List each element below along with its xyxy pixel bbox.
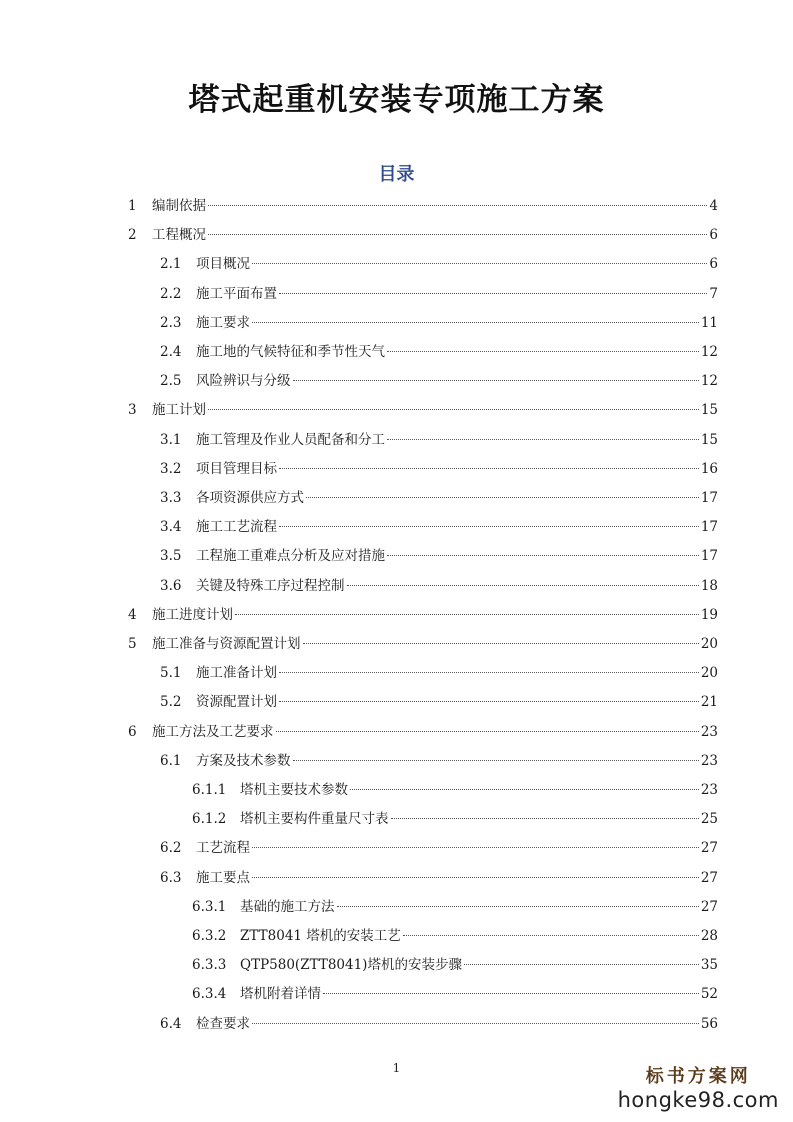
toc-entry[interactable]: [160, 313, 718, 333]
toc-entry-page: 25: [700, 811, 718, 828]
toc-dot-leader: [347, 584, 699, 586]
toc-entry-title: 施工工艺流程: [196, 519, 277, 536]
toc-entry-page: 56: [700, 1015, 718, 1032]
toc-entry-page: 16: [700, 460, 718, 477]
toc-entry[interactable]: [160, 342, 718, 362]
toc-dot-leader: [208, 408, 699, 410]
toc-entry-page: 19: [700, 606, 718, 623]
toc-entry-title: 施工要求: [196, 314, 250, 331]
toc-dot-leader: [293, 379, 699, 381]
toc-entry-page: 17: [700, 548, 718, 565]
toc-entry-page: 12: [700, 373, 718, 390]
toc-entry-number: 5: [128, 636, 137, 652]
toc-entry[interactable]: [192, 955, 718, 975]
watermark: [618, 1062, 779, 1112]
toc-dot-leader: [208, 204, 707, 206]
toc-entry-number: 6.3.2: [192, 928, 227, 944]
toc-entry-page: 52: [700, 986, 718, 1003]
toc-entry[interactable]: [160, 546, 718, 566]
toc-entry[interactable]: [128, 605, 718, 625]
toc-entry-number: 5.2: [160, 694, 182, 711]
toc-entry-page: 17: [700, 490, 718, 506]
toc-entry-page: 11: [700, 314, 718, 331]
toc-dot-leader: [403, 934, 699, 936]
toc-entry-title: 施工管理及作业人员配备和分工: [196, 431, 385, 448]
toc-entry-number: 6.1.1: [192, 782, 227, 798]
toc-entry-number: 6.3.4: [192, 986, 227, 1003]
toc-entry[interactable]: [192, 897, 718, 917]
toc-entry[interactable]: [160, 254, 718, 274]
toc-entry-page: 23: [700, 782, 718, 798]
toc-entry-number: 2.2: [160, 285, 182, 302]
toc-entry-title: 施工准备与资源配置计划: [152, 636, 301, 652]
toc-entry[interactable]: [160, 1014, 718, 1034]
toc-entry-number: 3.1: [160, 431, 182, 448]
toc-entry-title: 施工平面布置: [196, 285, 277, 302]
toc-dot-leader: [252, 876, 699, 878]
toc-entry-title: 资源配置计划: [196, 694, 277, 711]
toc-entry[interactable]: [128, 400, 718, 420]
toc-dot-leader: [279, 700, 699, 702]
toc-dot-leader: [323, 992, 699, 994]
toc-entry[interactable]: [128, 225, 718, 245]
toc-entry-page: 4: [709, 198, 718, 214]
toc-entry-title: 风险辨识与分级: [196, 373, 291, 390]
toc-entry-page: 20: [700, 665, 718, 682]
toc-entry[interactable]: [160, 430, 718, 450]
toc-entry-title: 方案及技术参数: [196, 752, 291, 769]
toc-entry-page: 6: [709, 256, 718, 273]
toc-dot-leader: [337, 905, 699, 907]
toc-dot-leader: [279, 292, 707, 294]
toc-entry-page: 17: [700, 519, 718, 536]
toc-entry[interactable]: [160, 838, 718, 858]
toc-entry-title: 施工要点: [196, 869, 250, 886]
toc-entry-title: 施工地的气候特征和季节性天气: [196, 344, 385, 360]
toc-entry[interactable]: [160, 517, 718, 537]
toc-entry[interactable]: [128, 722, 718, 742]
toc-entry-title: 工程概况: [152, 227, 206, 244]
toc-dot-leader: [279, 467, 699, 469]
toc-entry-number: 2.1: [160, 256, 182, 273]
toc-entry-page: 35: [700, 957, 718, 974]
toc-entry-page: 20: [700, 636, 718, 652]
toc-entry[interactable]: [160, 459, 718, 479]
toc-entry-number: 3.5: [160, 548, 182, 565]
toc-heading: 目录: [378, 164, 415, 185]
toc-dot-leader: [387, 438, 699, 440]
toc-entry-page: 21: [700, 694, 718, 711]
toc-entry-number: 3.6: [160, 577, 182, 594]
toc-dot-leader: [279, 671, 699, 673]
toc-dot-leader: [252, 321, 699, 323]
toc-dot-leader: [387, 350, 699, 352]
toc-entry-number: 2: [128, 227, 137, 244]
toc-entry[interactable]: [192, 809, 718, 829]
toc-entry-title: 塔机附着详情: [240, 986, 321, 1003]
toc-entry-title: QTP580(ZTT8041)塔机的安装步骤: [240, 957, 462, 974]
toc-dot-leader: [350, 788, 699, 790]
toc-entry[interactable]: [192, 926, 718, 946]
toc-dot-leader: [208, 233, 707, 235]
toc-entry-title: 各项资源供应方式: [196, 490, 304, 506]
toc-entry-number: 1: [128, 198, 137, 214]
toc-entry-number: 6.3: [160, 869, 182, 886]
toc-entry-number: 3.3: [160, 490, 182, 506]
toc-entry-page: 7: [709, 285, 718, 302]
toc-entry[interactable]: [128, 634, 718, 654]
toc-entry-number: 3.2: [160, 460, 182, 477]
toc-entry[interactable]: [128, 196, 718, 216]
toc-dot-leader: [293, 759, 699, 761]
toc-entry-title: 项目概况: [196, 256, 250, 273]
toc-entry-page: 15: [700, 431, 718, 448]
toc-entry-title: 工艺流程: [196, 840, 250, 857]
toc-entry-title: 塔机主要技术参数: [240, 782, 348, 798]
watermark-url: hongke98.com: [617, 1088, 779, 1112]
toc-dot-leader: [235, 613, 699, 615]
toc-dot-leader: [252, 1022, 699, 1024]
document-title: 塔式起重机安装专项施工方案: [188, 82, 605, 118]
toc-entry-title: 施工方法及工艺要求: [152, 723, 274, 740]
toc-entry[interactable]: [160, 692, 718, 712]
toc-entry[interactable]: [160, 751, 718, 771]
toc-entry[interactable]: [160, 663, 718, 683]
toc-entry[interactable]: [192, 780, 718, 800]
toc-entry[interactable]: [192, 984, 718, 1004]
toc-entry-page: 18: [700, 577, 718, 594]
toc-entry-page: 27: [700, 840, 718, 857]
toc-entry-title: ZTT8041 塔机的安装工艺: [240, 928, 401, 944]
toc-entry-number: 3: [128, 402, 137, 419]
toc-entry-title: 施工进度计划: [152, 606, 233, 623]
toc-dot-leader: [252, 262, 707, 264]
toc-entry-title: 关键及特殊工序过程控制: [196, 577, 345, 594]
toc-entry-number: 2.3: [160, 314, 182, 331]
toc-dot-leader: [391, 817, 699, 819]
toc-entry[interactable]: [160, 284, 718, 304]
toc-entry-number: 6: [128, 723, 137, 740]
toc-entry-page: 15: [700, 402, 718, 419]
toc-entry-title: 编制依据: [152, 198, 206, 214]
toc-entry-number: 4: [128, 606, 137, 623]
toc-entry[interactable]: [160, 488, 718, 508]
toc-entry-page: 12: [700, 344, 718, 360]
toc-entry-title: 基础的施工方法: [240, 898, 335, 915]
toc-entry-number: 6.3.3: [192, 957, 227, 974]
page-number: 1: [392, 1061, 401, 1075]
toc-entry-title: 施工准备计划: [196, 665, 277, 682]
toc-entry[interactable]: [160, 371, 718, 391]
toc-entry-number: 6.4: [160, 1015, 182, 1032]
toc-entry-title: 工程施工重难点分析及应对措施: [196, 548, 385, 565]
toc-dot-leader: [303, 642, 699, 644]
toc-dot-leader: [387, 554, 699, 556]
toc-dot-leader: [252, 846, 699, 848]
toc-entry-title: 检查要求: [196, 1015, 250, 1032]
toc-entry[interactable]: [160, 868, 718, 888]
toc-entry-number: 6.1.2: [192, 811, 227, 828]
toc-entry-page: 6: [709, 227, 718, 244]
toc-entry-title: 施工计划: [152, 402, 206, 419]
toc-entry-number: 2.5: [160, 373, 182, 390]
toc-entry-number: 6.3.1: [192, 898, 227, 915]
toc-dot-leader: [276, 730, 699, 732]
toc-entry-number: 6.1: [160, 752, 182, 769]
toc-dot-leader: [306, 496, 699, 498]
toc-entry-page: 27: [700, 898, 718, 915]
toc-entry-page: 23: [700, 723, 718, 740]
watermark-brand: 标书方案网: [645, 1066, 751, 1087]
toc-entry-page: 23: [700, 752, 718, 769]
toc-entry-number: 5.1: [160, 665, 182, 682]
toc-dot-leader: [464, 963, 699, 965]
toc-entry-number: 6.2: [160, 840, 182, 857]
toc-dot-leader: [279, 525, 699, 527]
toc-entry-number: 3.4: [160, 519, 182, 536]
toc-entry-title: 项目管理目标: [196, 460, 277, 477]
toc-entry[interactable]: [160, 576, 718, 596]
toc-entry-number: 2.4: [160, 344, 182, 360]
toc-entry-page: 28: [700, 928, 718, 944]
toc-entry-title: 塔机主要构件重量尺寸表: [240, 811, 389, 828]
toc-entry-page: 27: [700, 869, 718, 886]
